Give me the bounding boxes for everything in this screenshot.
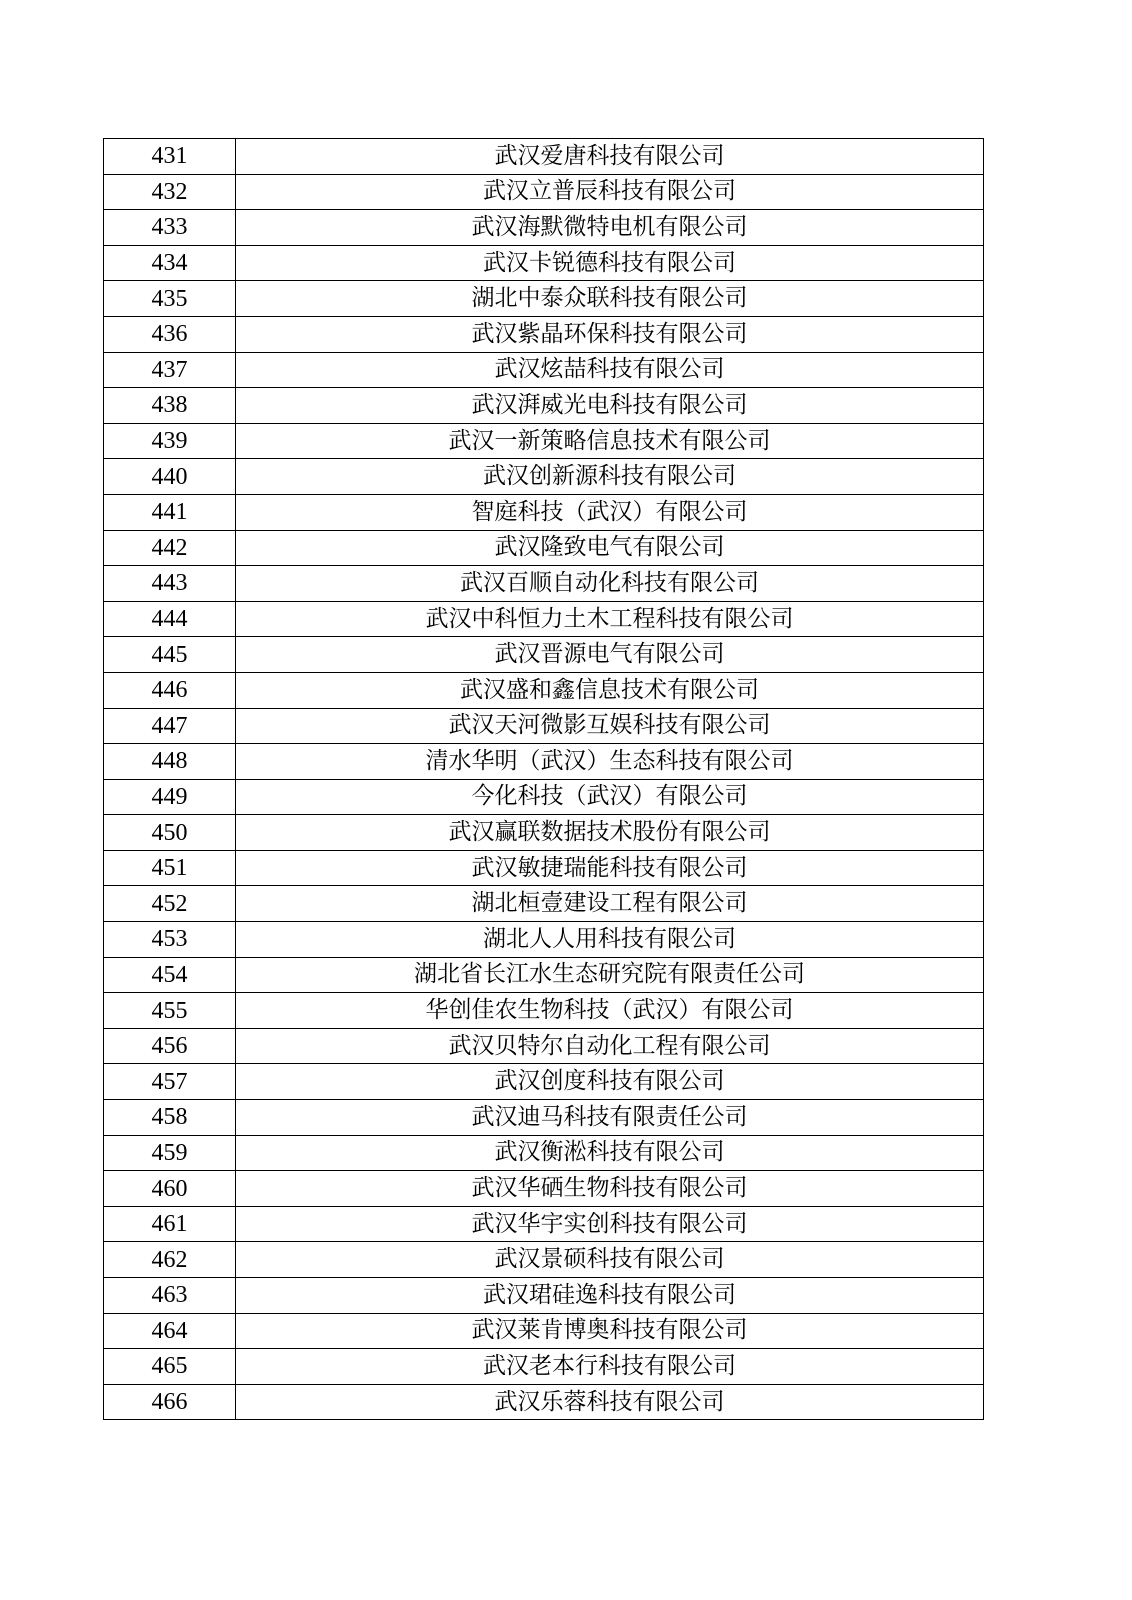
row-number-cell: 432 — [104, 174, 236, 210]
company-name-cell: 武汉炫喆科技有限公司 — [236, 352, 984, 388]
row-number-cell: 451 — [104, 850, 236, 886]
table-row — [104, 1206, 984, 1242]
company-name-cell: 武汉赢联数据技术股份有限公司 — [236, 815, 984, 851]
table-row — [104, 1100, 984, 1136]
row-number-cell: 448 — [104, 744, 236, 780]
table-row — [104, 993, 984, 1029]
table-row — [104, 1384, 984, 1420]
row-number-cell: 433 — [104, 210, 236, 246]
row-number-cell: 443 — [104, 566, 236, 602]
table-row — [104, 637, 984, 673]
row-number-cell: 466 — [104, 1384, 236, 1420]
company-name-cell: 武汉盛和鑫信息技术有限公司 — [236, 672, 984, 708]
row-number-cell: 454 — [104, 957, 236, 993]
row-number-cell: 445 — [104, 637, 236, 673]
table-row — [104, 601, 984, 637]
row-number-cell: 441 — [104, 494, 236, 530]
company-name-cell: 武汉一新策略信息技术有限公司 — [236, 423, 984, 459]
row-number-cell: 444 — [104, 601, 236, 637]
table-row — [104, 1171, 984, 1207]
company-name-cell: 武汉百顺自动化科技有限公司 — [236, 566, 984, 602]
row-number-cell: 464 — [104, 1313, 236, 1349]
row-number-cell: 442 — [104, 530, 236, 566]
company-name-cell: 武汉华宇实创科技有限公司 — [236, 1206, 984, 1242]
row-number-cell: 440 — [104, 459, 236, 495]
company-name-cell: 智庭科技（武汉）有限公司 — [236, 494, 984, 530]
table-row — [104, 459, 984, 495]
row-number-cell: 456 — [104, 1028, 236, 1064]
table-row — [104, 957, 984, 993]
table-row — [104, 281, 984, 317]
table-row — [104, 245, 984, 281]
company-name-cell: 武汉天河微影互娱科技有限公司 — [236, 708, 984, 744]
row-number-cell: 462 — [104, 1242, 236, 1278]
company-name-cell: 武汉隆致电气有限公司 — [236, 530, 984, 566]
table-row — [104, 316, 984, 352]
table-row — [104, 886, 984, 922]
table-row — [104, 1313, 984, 1349]
table-row — [104, 1064, 984, 1100]
table-row — [104, 1278, 984, 1314]
company-name-cell: 武汉中科恒力土木工程科技有限公司 — [236, 601, 984, 637]
row-number-cell: 439 — [104, 423, 236, 459]
company-name-cell: 华创佳农生物科技（武汉）有限公司 — [236, 993, 984, 1029]
table-row — [104, 672, 984, 708]
row-number-cell: 450 — [104, 815, 236, 851]
company-name-cell: 清水华明（武汉）生态科技有限公司 — [236, 744, 984, 780]
company-name-cell: 武汉立普辰科技有限公司 — [236, 174, 984, 210]
table-row — [104, 1242, 984, 1278]
company-name-cell: 武汉创新源科技有限公司 — [236, 459, 984, 495]
row-number-cell: 461 — [104, 1206, 236, 1242]
company-name-cell: 武汉贝特尔自动化工程有限公司 — [236, 1028, 984, 1064]
table-row — [104, 922, 984, 958]
company-name-cell: 武汉莱肯博奥科技有限公司 — [236, 1313, 984, 1349]
company-name-cell: 武汉海默微特电机有限公司 — [236, 210, 984, 246]
company-name-cell: 武汉迪马科技有限责任公司 — [236, 1100, 984, 1136]
company-name-cell: 武汉创度科技有限公司 — [236, 1064, 984, 1100]
table-row — [104, 815, 984, 851]
row-number-cell: 449 — [104, 779, 236, 815]
table-row — [104, 1135, 984, 1171]
company-name-cell: 武汉珺硅逸科技有限公司 — [236, 1278, 984, 1314]
table-row — [104, 850, 984, 886]
row-number-cell: 459 — [104, 1135, 236, 1171]
company-name-cell: 武汉老本行科技有限公司 — [236, 1349, 984, 1385]
company-name-cell: 武汉爱唐科技有限公司 — [236, 139, 984, 175]
company-name-cell: 武汉晋源电气有限公司 — [236, 637, 984, 673]
company-name-cell: 湖北省长江水生态研究院有限责任公司 — [236, 957, 984, 993]
table-row — [104, 210, 984, 246]
company-name-cell: 湖北中泰众联科技有限公司 — [236, 281, 984, 317]
row-number-cell: 453 — [104, 922, 236, 958]
table-row — [104, 174, 984, 210]
row-number-cell: 434 — [104, 245, 236, 281]
row-number-cell: 431 — [104, 139, 236, 175]
table-row — [104, 566, 984, 602]
company-name-cell: 湖北桓壹建设工程有限公司 — [236, 886, 984, 922]
company-name-cell: 今化科技（武汉）有限公司 — [236, 779, 984, 815]
company-name-cell: 武汉湃威光电科技有限公司 — [236, 388, 984, 424]
row-number-cell: 463 — [104, 1278, 236, 1314]
row-number-cell: 435 — [104, 281, 236, 317]
company-name-cell: 武汉景硕科技有限公司 — [236, 1242, 984, 1278]
row-number-cell: 457 — [104, 1064, 236, 1100]
row-number-cell: 446 — [104, 672, 236, 708]
row-number-cell: 455 — [104, 993, 236, 1029]
table-row — [104, 1028, 984, 1064]
company-list-table — [103, 138, 984, 1420]
row-number-cell: 447 — [104, 708, 236, 744]
table-row — [104, 352, 984, 388]
row-number-cell: 465 — [104, 1349, 236, 1385]
row-number-cell: 438 — [104, 388, 236, 424]
company-name-cell: 武汉紫晶环保科技有限公司 — [236, 316, 984, 352]
company-name-cell: 湖北人人用科技有限公司 — [236, 922, 984, 958]
company-name-cell: 武汉乐蓉科技有限公司 — [236, 1384, 984, 1420]
table-row — [104, 744, 984, 780]
row-number-cell: 436 — [104, 316, 236, 352]
table-body — [104, 139, 984, 1420]
row-number-cell: 458 — [104, 1100, 236, 1136]
table-row — [104, 530, 984, 566]
row-number-cell: 460 — [104, 1171, 236, 1207]
table-row — [104, 1349, 984, 1385]
company-name-cell: 武汉衡淞科技有限公司 — [236, 1135, 984, 1171]
row-number-cell: 452 — [104, 886, 236, 922]
table-row — [104, 494, 984, 530]
table-row — [104, 139, 984, 175]
company-name-cell: 武汉华硒生物科技有限公司 — [236, 1171, 984, 1207]
table-row — [104, 423, 984, 459]
table-row — [104, 708, 984, 744]
company-name-cell: 武汉敏捷瑞能科技有限公司 — [236, 850, 984, 886]
company-name-cell: 武汉卡锐德科技有限公司 — [236, 245, 984, 281]
table-row — [104, 779, 984, 815]
table-row — [104, 388, 984, 424]
row-number-cell: 437 — [104, 352, 236, 388]
